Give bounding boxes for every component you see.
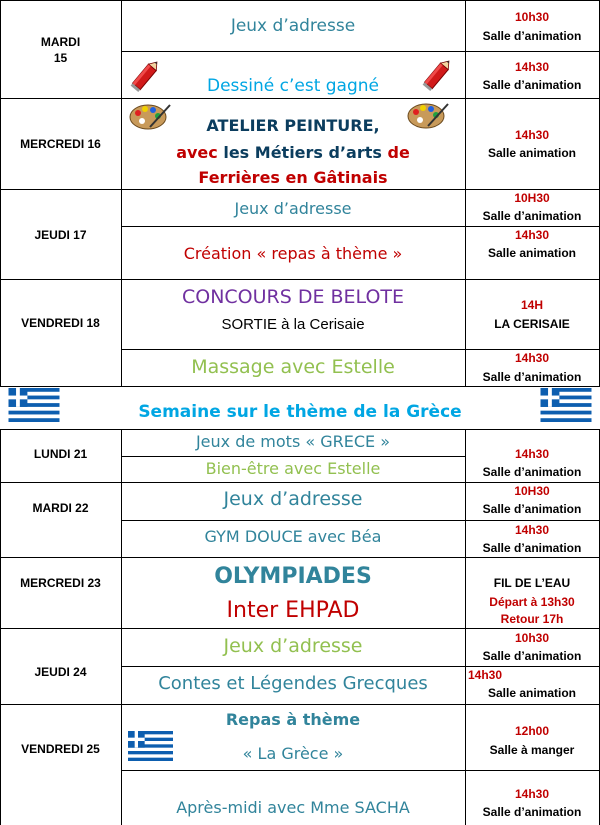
activity-text: Création « repas à thème »	[183, 244, 403, 263]
activity-title: ATELIER PEINTURE,	[206, 116, 380, 135]
location-text: Salle d’animation	[482, 541, 582, 555]
activity-text: GYM DOUCE avec Béa	[204, 527, 382, 546]
activity-text: Après-midi avec Mme SACHA	[176, 798, 410, 817]
activity-word-avec: avec	[176, 143, 218, 162]
departure-time: Départ à 13h30	[489, 595, 575, 609]
time-text: 14h30	[514, 60, 550, 74]
time-text: 12h00	[514, 724, 550, 738]
time-text: 10H30	[514, 484, 550, 498]
location-text: Salle à manger	[489, 743, 575, 757]
location-text: LA CERISAIE	[494, 317, 570, 331]
location-text: Salle d’animation	[482, 649, 582, 663]
theme-banner: Semaine sur le thème de la Grèce	[138, 402, 462, 422]
location-text: Salle d’animation	[482, 78, 582, 92]
location-text: Salle animation	[487, 246, 577, 260]
activity-text: Jeux de mots « GRECE »	[195, 432, 391, 451]
location-text: Salle d’animation	[482, 370, 582, 384]
location-text: FIL DE L’EAU	[493, 576, 571, 590]
activity-text: Bien-être avec Estelle	[205, 459, 381, 478]
activity-text: Contes et Légendes Grecques	[158, 673, 428, 694]
greece-flag-icon	[8, 388, 60, 422]
activity-title: CONCOURS DE BELOTE	[181, 286, 405, 308]
activity-text: « La Grèce »	[242, 744, 344, 763]
return-time: Retour 17h	[500, 612, 564, 626]
time-text: 14h30	[514, 128, 550, 142]
day-number: 15	[53, 51, 68, 65]
activity-text: Inter EHPAD	[226, 598, 360, 623]
day-label: MERCREDI 23	[20, 576, 101, 590]
greece-flag-icon	[540, 388, 592, 422]
activity-title: OLYMPIADES	[214, 564, 372, 589]
activity-word-de: de	[387, 143, 410, 162]
activity-text: Ferrières en Gâtinais	[198, 168, 388, 187]
day-label: JEUDI 24	[34, 665, 87, 679]
location-text: Salle animation	[487, 146, 577, 160]
activity-title: Repas à thème	[225, 710, 361, 729]
location-text: Salle d’animation	[482, 465, 582, 479]
day-label: VENDREDI 25	[21, 742, 100, 756]
location-text: Salle d’animation	[482, 805, 582, 819]
time-text: 10h30	[514, 10, 550, 24]
time-text: 14H	[520, 298, 543, 312]
location-text: Salle d’animation	[482, 29, 582, 43]
activity-text: Jeux d’adresse	[223, 488, 363, 510]
location-text: Salle d’animation	[482, 209, 582, 223]
time-text: 10h30	[514, 631, 550, 645]
day-label: MERCREDI 16	[20, 137, 101, 151]
day-label: JEUDI 17	[34, 228, 87, 242]
day-label: MARDI	[40, 35, 81, 49]
time-text: 14h30	[514, 228, 550, 242]
activity-text: Jeux d’adresse	[234, 199, 352, 218]
activity-text: SORTIE à la Cerisaie	[221, 316, 365, 333]
time-text: 10H30	[514, 191, 550, 205]
activity-text: Dessiné c’est gagné	[207, 76, 379, 96]
activity-word-metiers: les Métiers d’arts	[223, 143, 382, 162]
activity-text	[121, 145, 465, 161]
activity-text: Jeux d’adresse	[230, 16, 356, 36]
day-label: VENDREDI 18	[21, 316, 100, 330]
day-label: MARDI 22	[32, 501, 89, 515]
time-text: 14h30	[514, 447, 550, 461]
activity-text: Jeux d’adresse	[223, 635, 363, 657]
location-text: Salle d’animation	[482, 502, 582, 516]
time-text: 14h30	[514, 523, 550, 537]
location-text: Salle animation	[487, 686, 577, 700]
day-label: LUNDI 21	[33, 447, 88, 461]
time-text: 14h30	[468, 668, 503, 682]
time-text: 14h30	[514, 787, 550, 801]
time-text: 14h30	[514, 351, 550, 365]
activity-text: Massage avec Estelle	[191, 356, 395, 378]
